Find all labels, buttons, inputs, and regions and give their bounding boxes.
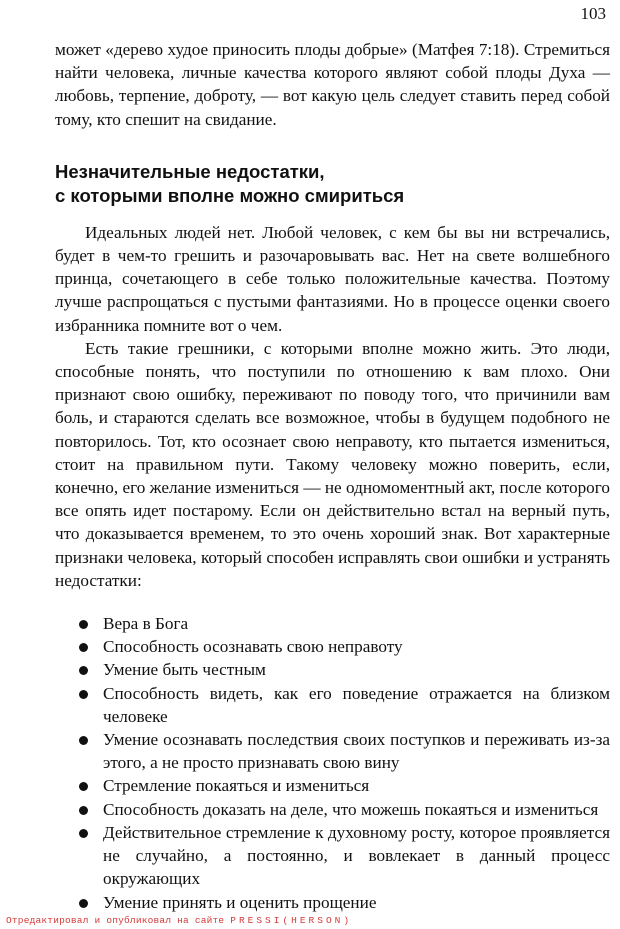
bullet-icon bbox=[79, 690, 88, 699]
publisher-footer bbox=[6, 915, 352, 926]
bullet-icon bbox=[79, 643, 88, 652]
section-heading-line-1: Незначительные недостатки, bbox=[55, 160, 325, 182]
list-item bbox=[55, 682, 610, 728]
bullet-icon bbox=[79, 736, 88, 745]
list-item bbox=[55, 774, 610, 797]
list-item-text: Умение быть честным bbox=[103, 660, 266, 680]
bullet-icon bbox=[79, 899, 88, 908]
section-heading-line-2: с которыми вполне можно смириться bbox=[55, 184, 405, 206]
list-item-text: Вера в Бога bbox=[103, 614, 189, 634]
footer-text: Отредактировал и опубликовал на сайте bbox=[6, 915, 225, 926]
list-item-text: Умение осознавать последствия своих поступков и переживать из-за этого, а не просто признавать свою вину bbox=[103, 730, 610, 773]
bullet-icon bbox=[79, 666, 88, 675]
list-item bbox=[55, 798, 610, 821]
bullet-icon bbox=[79, 806, 88, 815]
list-item bbox=[55, 658, 610, 681]
bullet-icon bbox=[79, 829, 88, 838]
bullet-icon bbox=[79, 782, 88, 791]
page-number: 103 bbox=[580, 4, 606, 23]
body-paragraph-2: Есть такие грешники, с которыми вполне можно жить. Это люди, способные понять, что поступили по отношению к вам плохо. Они признают свою ошибку, переживают по поводу того, что причинили вам боль, и стараются сделать все возможное, чтобы в будущем подобного не повторилось. Тот, кто осознает свою неправоту, кто пытается измениться, стоит на правильном пути. Такому человеку можно поверить, если, конечно, его желание измениться — не одномоментный акт, после которого все опять идет постарому. Если он действительно встал на верный путь, что доказывается временем, то это очень хороший знак. Вот характерные признаки человека, который способен исправлять свои ошибки и устранять недостатки: bbox=[55, 338, 610, 590]
list-item bbox=[55, 821, 610, 891]
list-item bbox=[55, 635, 610, 658]
traits-list bbox=[55, 612, 610, 914]
list-item-text: Способность осознавать свою неправоту bbox=[103, 637, 403, 657]
list-item-text: Действительное стремление к духовному росту, которое проявляется не случайно, а постоянно, и вовлекает в данный процесс окружающих bbox=[103, 822, 610, 889]
bullet-icon bbox=[79, 620, 88, 629]
list-item-text: Стремление покаяться и измениться bbox=[103, 776, 370, 796]
list-item bbox=[55, 612, 610, 635]
list-item bbox=[55, 891, 610, 914]
list-item-text: Способность видеть, как его поведение отражается на близком человеке bbox=[103, 683, 610, 726]
list-item-text: Умение принять и оценить прощение bbox=[103, 892, 377, 912]
body-paragraph-1: Идеальных людей нет. Любой человек, с кем бы вы ни встречались, будет в чем-то грешить и разочаровывать вас. Нет на свете волшебного принца, сочетающего в себе только положительные качества. Поэтому лучше распрощаться с пустыми фантазиями. Но в процессе оценки своего избранника помните вот о чем. bbox=[55, 222, 610, 335]
list-item-text: Способность доказать на деле, что можешь покаяться и измениться bbox=[103, 799, 599, 819]
section-heading bbox=[55, 160, 610, 208]
list-item bbox=[55, 728, 610, 774]
footer-brand-link[interactable]: PRESSI(HERSON) bbox=[230, 915, 353, 926]
intro-paragraph: может «дерево худое приносить плоды добрые» (Матфея 7:18). Стремиться найти человека, личные качества которого являют собой плоды Духа — любовь, терпение, доброту, — вот какую цель следует ставить перед собой тому, кто спешит на свидание. bbox=[55, 40, 610, 129]
page-content bbox=[55, 38, 610, 914]
